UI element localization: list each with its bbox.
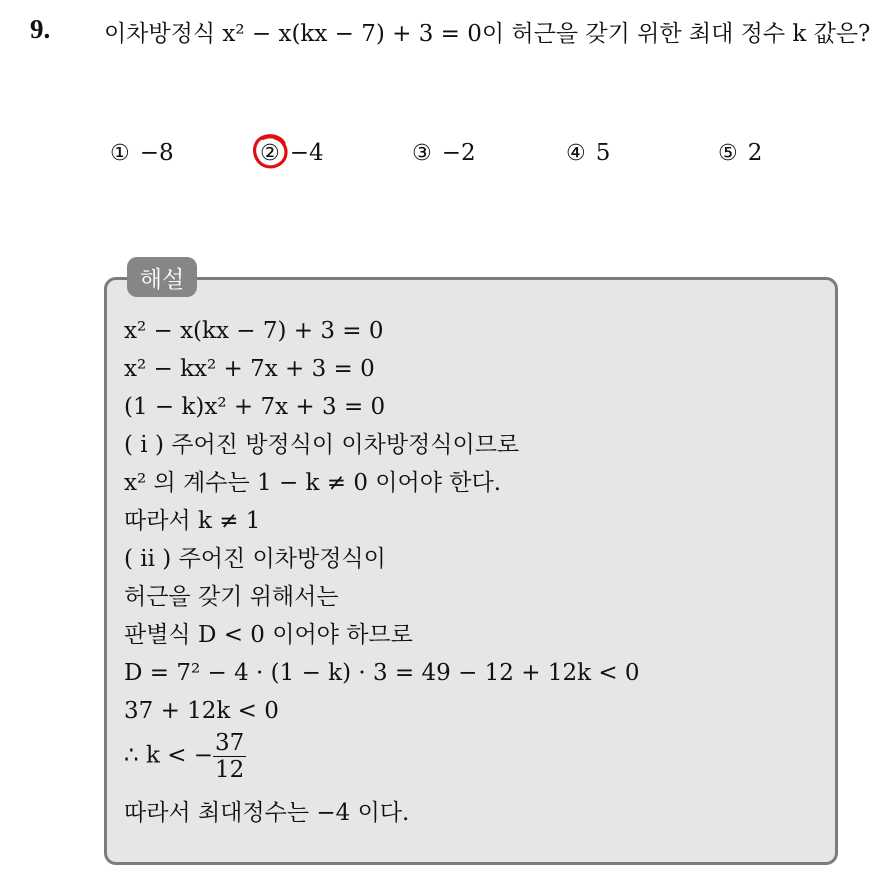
choice-1[interactable] xyxy=(110,140,174,166)
choice-marker: ④ xyxy=(566,141,586,166)
solution-line: x² − x(kx − 7) + 3 = 0 xyxy=(124,318,384,344)
choice-value: −2 xyxy=(441,140,476,166)
choice-marker: ② xyxy=(260,141,280,166)
solution-line: (1 − k)x² + 7x + 3 = 0 xyxy=(124,394,386,420)
solution-line: x² 의 계수는 1 − k ≠ 0 이어야 한다. xyxy=(124,470,502,496)
fraction-numerator: 37 xyxy=(215,730,245,756)
choice-3[interactable] xyxy=(412,140,476,166)
choice-value: −4 xyxy=(289,140,324,166)
question-text: 이차방정식 x² − x(kx − 7) + 3 = 0이 허근을 갖기 위한 최대 정수 k 값은? xyxy=(104,21,871,47)
answer-choices xyxy=(110,140,870,180)
question-number: 9. xyxy=(30,14,51,44)
choice-5[interactable] xyxy=(718,140,762,166)
choice-marker: ① xyxy=(110,141,130,166)
solution-line: 허근을 갖기 위해서는 xyxy=(124,584,339,610)
fraction-denominator: 12 xyxy=(215,757,245,783)
solution-line: 따라서 k ≠ 1 xyxy=(124,508,261,534)
fraction xyxy=(213,730,246,783)
solution-line: 판별식 D < 0 이어야 하므로 xyxy=(124,622,413,648)
solution-line: ( ii ) 주어진 이차방정식이 xyxy=(124,546,386,572)
solution-fraction-line xyxy=(124,730,824,794)
choice-2[interactable] xyxy=(260,140,324,166)
choice-value: −8 xyxy=(139,140,174,166)
choice-value: 2 xyxy=(747,140,763,166)
choice-marker: ③ xyxy=(412,141,432,166)
solution-line: x² − kx² + 7x + 3 = 0 xyxy=(124,356,375,382)
solution-tab: 해설 xyxy=(127,257,197,297)
choice-4[interactable] xyxy=(566,140,610,166)
solution-line: 37 + 12k < 0 xyxy=(124,698,279,724)
choice-value: 5 xyxy=(595,140,611,166)
solution-final-line: 따라서 최대정수는 −4 이다. xyxy=(124,800,410,826)
solution-line: ( i ) 주어진 방정식이 이차방정식이므로 xyxy=(124,432,520,458)
fraction-prefix: ∴ k < − xyxy=(124,742,214,769)
solution-line: D = 7² − 4 · (1 − k) · 3 = 49 − 12 + 12k < 0 xyxy=(124,660,640,686)
solution-content xyxy=(124,312,824,832)
choice-marker: ⑤ xyxy=(718,141,738,166)
